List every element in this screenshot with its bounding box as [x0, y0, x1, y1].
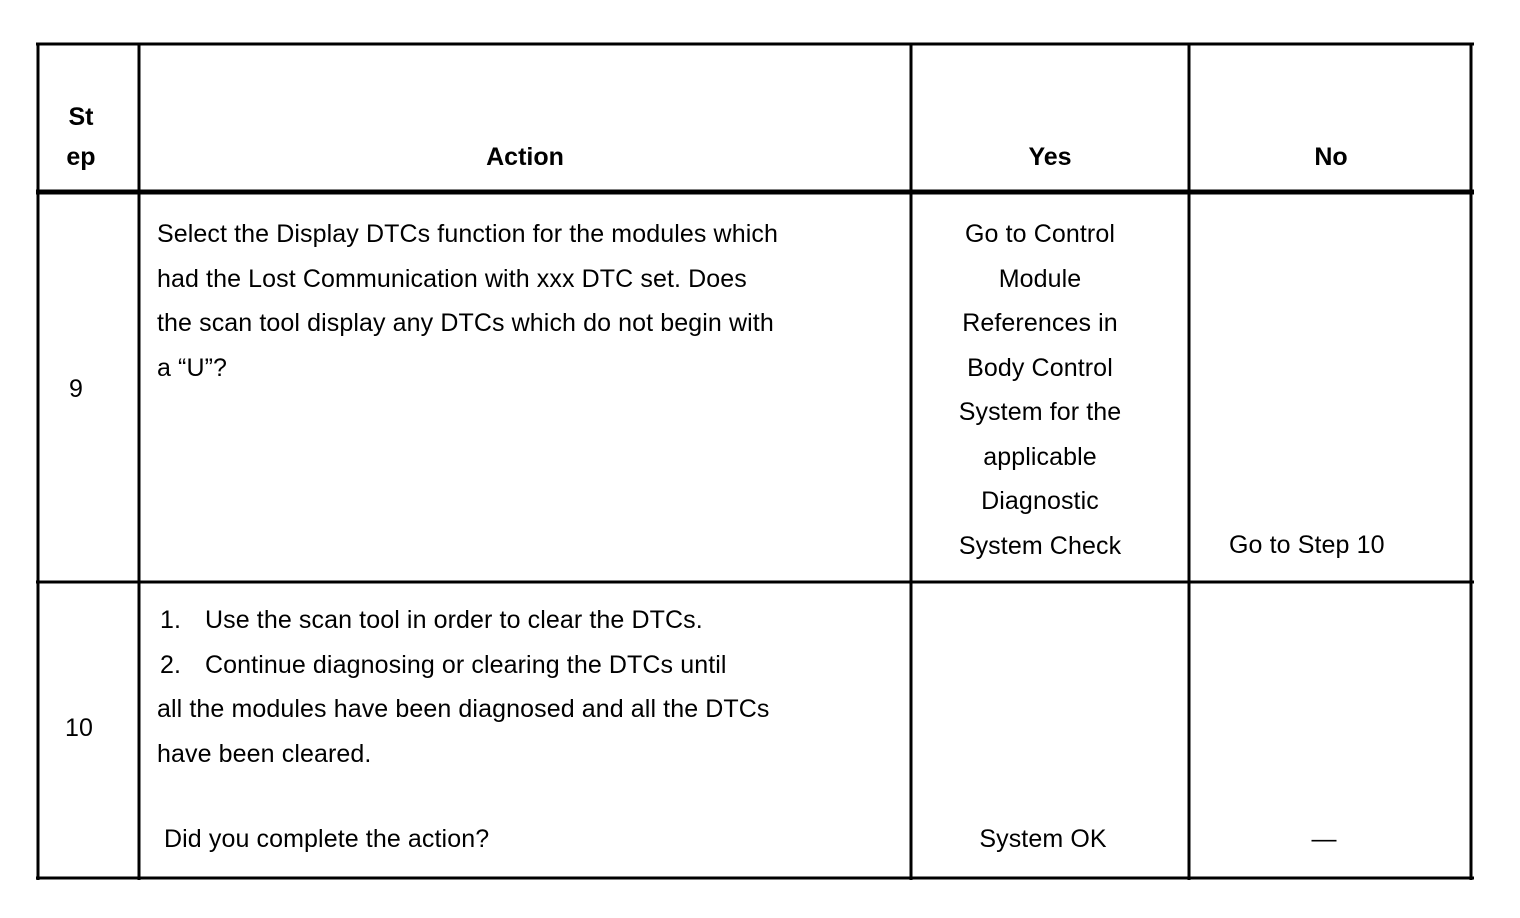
header-step-line-1: St: [68, 103, 94, 131]
action-cell-10: [157, 598, 770, 776]
yes-line: Diagnostic: [981, 487, 1099, 515]
yes-cell-10: System OK: [979, 825, 1107, 853]
list-item: [157, 598, 770, 643]
action-line: the scan tool display any DTCs which do not begin with: [157, 309, 774, 337]
list-number: 2.: [160, 650, 182, 679]
action-line: Select the Display DTCs function for the modules which: [157, 220, 778, 248]
list-text: Continue diagnosing or clearing the DTCs until: [205, 650, 727, 679]
step-cell-9: 9: [69, 375, 84, 403]
yes-line: applicable: [983, 442, 1097, 471]
list-text: Use the scan tool in order to clear the DTCs.: [205, 606, 703, 634]
header-step: [40, 97, 122, 177]
header-step-line-2: ep: [66, 143, 96, 171]
action-line: a “U”?: [157, 353, 228, 382]
action-cell-9: [157, 212, 778, 390]
action-question-10: Did you complete the action?: [164, 825, 490, 853]
step-cell-10: 10: [65, 714, 94, 742]
header-action: Action: [486, 143, 564, 171]
action-line: had the Lost Communication with xxx DTC set. Does: [157, 264, 747, 293]
yes-line: References in: [962, 309, 1118, 337]
action-line: have been cleared.: [157, 739, 372, 768]
list-number: 1.: [160, 606, 182, 634]
action-line: all the modules have been diagnosed and all the DTCs: [157, 695, 770, 723]
yes-line: Body Control: [967, 353, 1113, 382]
list-item: [157, 643, 770, 688]
no-cell-9: Go to Step 10: [1229, 531, 1385, 559]
yes-line: Module: [998, 264, 1082, 293]
yes-line: Go to Control: [965, 220, 1115, 248]
yes-line: System Check: [958, 531, 1122, 560]
header-no: No: [1314, 143, 1348, 171]
yes-line: System for the: [958, 398, 1122, 426]
yes-cell-9: [913, 212, 1167, 568]
header-yes: Yes: [1028, 143, 1072, 171]
no-cell-10: —: [1311, 825, 1337, 853]
